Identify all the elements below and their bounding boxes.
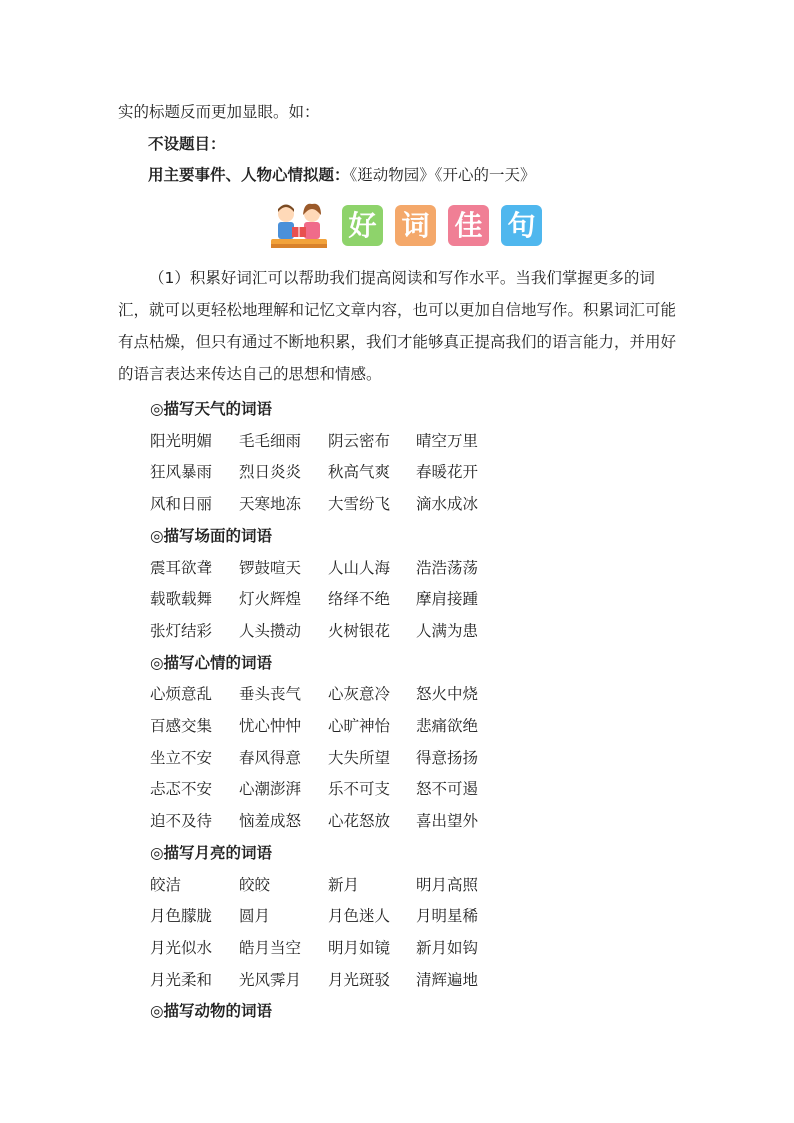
word-item: 载歌载舞 [150, 590, 213, 609]
word-item: 新月如钩 [416, 938, 479, 957]
word-item: 垂头丧气 [239, 685, 302, 704]
word-item: 天寒地冻 [239, 495, 302, 514]
word-item: 怒火中烧 [416, 685, 479, 704]
word-item: 圆月 [239, 907, 271, 926]
word-item: 毛毛细雨 [239, 431, 302, 450]
word-item: 明月高照 [416, 875, 479, 894]
word-item: 滴水成冰 [416, 495, 479, 514]
word-item: 月色朦胧 [150, 907, 213, 926]
word-item: 浩浩荡荡 [416, 558, 479, 577]
no-title-label: 不设题目： [148, 135, 226, 153]
word-item: 月色迷人 [328, 907, 391, 926]
word-item: 悲痛欲绝 [416, 717, 479, 735]
word-item: 心旷神怡 [328, 717, 391, 735]
word-item: 人满为患 [416, 621, 479, 640]
word-item: 摩肩接踵 [416, 590, 479, 609]
word-item: 灯火辉煌 [239, 590, 302, 609]
word-item: 喜出望外 [416, 812, 479, 831]
title-example [148, 164, 536, 186]
word-item: 明月如镜 [328, 938, 391, 957]
word-item: 心潮澎湃 [239, 780, 302, 799]
word-item: 络绎不绝 [328, 590, 391, 609]
word-item: 晴空万里 [416, 431, 479, 450]
word-item: 恼羞成怒 [239, 812, 302, 831]
section-heading: ◎描写天气的词语 [150, 400, 273, 418]
word-item: 清辉遍地 [416, 970, 479, 989]
word-item: 月明星稀 [416, 907, 479, 926]
word-item: 百感交集 [150, 717, 213, 735]
word-item: 迫不及待 [150, 812, 213, 831]
word-item: 大失所望 [328, 748, 391, 767]
word-item: 忐忑不安 [150, 780, 213, 799]
word-item: 坐立不安 [150, 748, 213, 767]
good-words-banner [268, 200, 542, 250]
word-item: 秋高气爽 [328, 463, 391, 482]
intro-line: 实的标题反而更加显眼。如： [118, 103, 320, 121]
word-item: 人山人海 [328, 558, 391, 577]
word-item: 月光柔和 [150, 970, 213, 989]
section-heading: ◎描写场面的词语 [150, 526, 273, 545]
banner-tile-2: 词 [395, 205, 436, 246]
word-item: 大雪纷飞 [328, 495, 391, 514]
word-item: 皓月当空 [239, 938, 302, 957]
word-item: 月光似水 [150, 938, 213, 957]
word-item: 忧心忡忡 [239, 717, 302, 735]
word-item: 火树银花 [328, 621, 391, 640]
word-item: 锣鼓喧天 [239, 558, 302, 577]
banner-tile-1: 好 [342, 205, 383, 246]
word-item: 乐不可支 [328, 780, 391, 799]
reading-kids-icon [268, 200, 330, 250]
title-example-label: 用主要事件、人物心情拟题： [148, 166, 350, 184]
word-item: 心烦意乱 [150, 685, 213, 704]
word-item: 阴云密布 [328, 431, 391, 450]
word-item: 心花怒放 [328, 812, 391, 831]
section-heading: ◎描写月亮的词语 [150, 843, 273, 862]
word-item: 心灰意冷 [328, 685, 391, 704]
word-item: 春暖花开 [416, 463, 479, 482]
word-item: 怒不可遏 [416, 780, 479, 799]
word-item: 春风得意 [239, 748, 302, 767]
section-heading: ◎描写心情的词语 [150, 653, 273, 672]
word-item: 新月 [328, 875, 360, 894]
banner-tile-3: 佳 [448, 205, 489, 246]
word-item: 烈日炎炎 [239, 463, 302, 482]
word-item: 皎皎 [239, 875, 271, 894]
word-item: 光风霁月 [239, 970, 302, 989]
title-example-value: 《逛动物园》《开心的一天》 [349, 166, 536, 184]
word-item: 得意扬扬 [416, 748, 479, 767]
banner-tile-4: 句 [501, 205, 542, 246]
word-item: 震耳欲聋 [150, 558, 213, 577]
section-heading: ◎描写动物的词语 [150, 1002, 273, 1021]
body-paragraph: （1）积累好词汇可以帮助我们提高阅读和写作水平。当我们掌握更多的词汇，就可以更轻松地理解和记忆文章内容，也可以更加自信地写作。积累词汇可能有点枯燥，但只有通过不断地积累，我们才能够真正提高我们的语言能力，并用好的语言表达来传达自己的思想和情感。 [118, 269, 677, 383]
word-item: 张灯结彩 [150, 621, 213, 640]
word-item: 阳光明媚 [150, 431, 213, 450]
word-item: 月光斑驳 [328, 970, 391, 989]
word-item: 皎洁 [150, 875, 182, 894]
word-item: 风和日丽 [150, 495, 213, 514]
word-item: 人头攒动 [239, 621, 302, 640]
word-item: 狂风暴雨 [150, 463, 213, 482]
